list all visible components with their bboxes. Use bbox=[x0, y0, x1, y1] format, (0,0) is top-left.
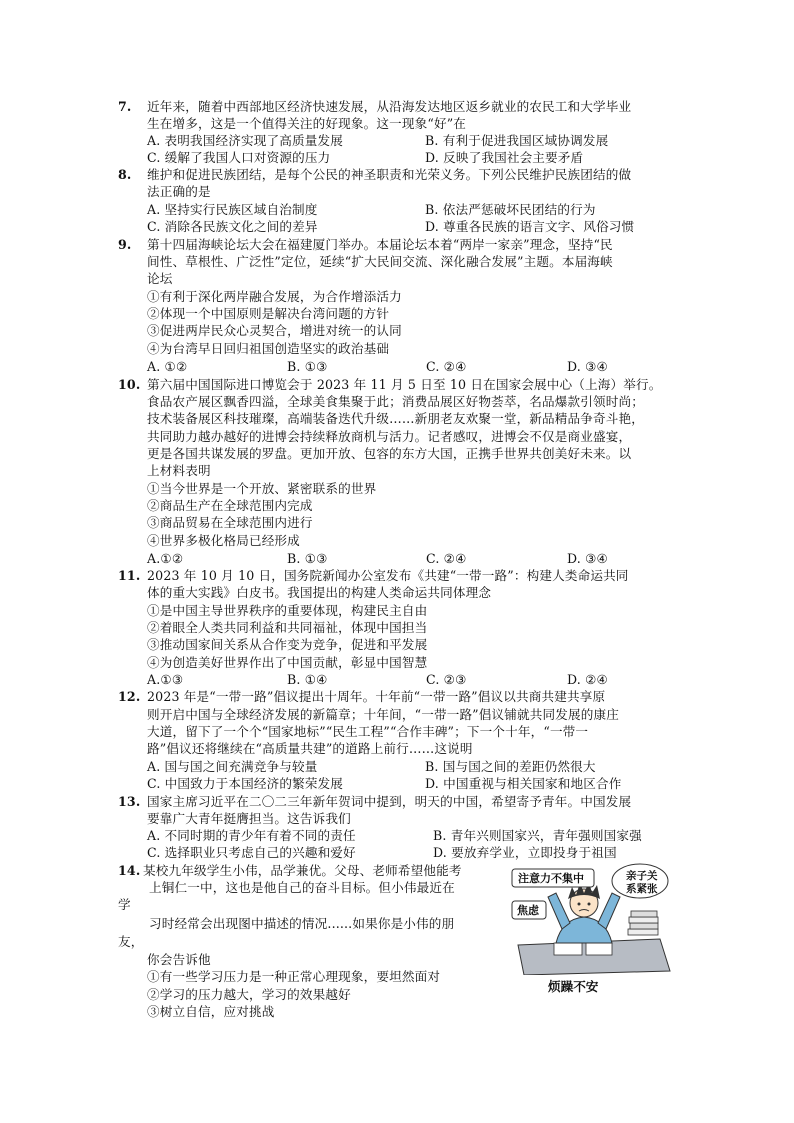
question-number: 14. bbox=[118, 863, 141, 878]
option-d: D. 反映了我国社会主要矛盾 bbox=[425, 150, 584, 165]
bubble-anxiety-text: 焦虑 bbox=[517, 904, 539, 917]
question-stem-line: 路”倡议还将继续在“高质量共建”的道路上前行……这说明 bbox=[147, 741, 473, 756]
option-b: B. ①④ bbox=[287, 672, 328, 687]
option-c: C. ②③ bbox=[426, 672, 467, 687]
question-number: 9. bbox=[118, 237, 132, 252]
question-stem-line: 习时经常会出现图中描述的情况......如果你是小伟的朋 bbox=[149, 916, 455, 931]
question-number: 8. bbox=[118, 167, 132, 182]
question-stem-line: 间性、草根性、广泛性”定位，延续“扩大民间交流、深化融合发展”主题。本届海峡 bbox=[147, 254, 613, 269]
option-d: D. 尊重各民族的语言文字、风俗习惯 bbox=[425, 219, 635, 234]
statement-item: ③树立自信，应对挑战 bbox=[147, 1004, 275, 1019]
statement-item: ③促进两岸民众心灵契合，增进对统一的认同 bbox=[147, 323, 402, 338]
bubble-family-text-2: 系紧张 bbox=[626, 883, 658, 895]
statement-item: ②着眼全人类共同利益和共同福祉，体现中国担当 bbox=[147, 620, 428, 635]
option-c: C. ②④ bbox=[426, 359, 467, 374]
question-stem-line: 则开启中国与全球经济发展的新篇章；十年间，“一带一路”倡议铺就共同发展的康庄 bbox=[147, 707, 619, 722]
option-b: B. 依法严惩破坏民团结的行为 bbox=[425, 202, 596, 217]
statement-item: ③推动国家间关系从合作变为竞争，促进和平发展 bbox=[147, 637, 428, 652]
question-stem-line: 更是各国共谋发展的罗盘。更加开放、包容的东方大国，正携手世界共创美好未来。以 bbox=[147, 446, 632, 461]
question-stem-line: 近年来，随着中西部地区经济快速发展，从沿海发达地区返乡就业的农民工和大学毕业 bbox=[147, 99, 632, 114]
option-a: A. 国与国之间充满竞争与较量 bbox=[147, 759, 318, 774]
option-c: C. 消除各民族文化之间的差异 bbox=[147, 219, 318, 234]
question-stem-line: 你会告诉他 bbox=[147, 952, 211, 967]
option-b: B. 青年兴则国家兴，青年强则国家强 bbox=[433, 828, 642, 843]
question-stem-line: 要靠广大青年挺膺担当。这告诉我们 bbox=[147, 811, 351, 826]
question-number: 10. bbox=[118, 377, 141, 392]
statement-item: ④世界多极化格局已经形成 bbox=[147, 533, 300, 548]
bubble-attention-text: 注意力不集中 bbox=[518, 872, 584, 885]
question-number: 7. bbox=[118, 99, 132, 114]
option-d: D. 要放弃学业，立即投身于祖国 bbox=[433, 845, 617, 860]
question-stem-line: 国家主席习近平在二〇二三年新年贺词中提到，明天的中国，希望寄予青年。中国发展 bbox=[147, 794, 632, 809]
option-c: C. ②④ bbox=[426, 551, 467, 566]
stress-cartoon bbox=[510, 863, 672, 993]
question-number: 11. bbox=[118, 568, 141, 583]
option-c: C. 缓解了我国人口对资源的压力 bbox=[147, 150, 331, 165]
question-stem-line: 维护和促进民族团结，是每个公民的神圣职责和光荣义务。下列公民维护民族团结的做 bbox=[147, 167, 632, 182]
statement-item: ④为台湾早日回归祖国创造坚实的政治基础 bbox=[147, 341, 390, 356]
statement-item: ②体现一个中国原则是解决台湾问题的方针 bbox=[147, 306, 390, 321]
question-stem-line: 上材料表明 bbox=[147, 463, 211, 478]
question-number: 13. bbox=[118, 794, 141, 809]
option-a: A.①③ bbox=[147, 672, 184, 687]
option-b: B. ①③ bbox=[287, 551, 328, 566]
option-a: A. 不同时期的青少年有着不同的责任 bbox=[147, 828, 356, 843]
stressed-student-illustration bbox=[510, 863, 672, 975]
statement-item: ④为创造美好世界作出了中国贡献，彰显中国智慧 bbox=[147, 655, 428, 670]
question-stem-line: 论坛 bbox=[147, 271, 173, 286]
statement-item: ②学习的压力越大，学习的效果越好 bbox=[147, 987, 351, 1002]
statement-item: ①是中国主导世界秩序的重要体现，构建民主自由 bbox=[147, 603, 428, 618]
question-stem-line: 食品农产展区飘香四溢，全球美食集聚于此；消费品展区好物荟萃，名品爆款引领时尚； bbox=[147, 394, 645, 409]
statement-item: ③商品贸易在全球范围内进行 bbox=[147, 515, 313, 530]
question-stem-line: 体的重大实践》白皮书。我国提出的构建人类命运共同体理念 bbox=[147, 585, 492, 600]
option-a: A. ①② bbox=[147, 359, 188, 374]
statement-item: ①当今世界是一个开放、紧密联系的世界 bbox=[147, 481, 377, 496]
question-stem-line: 上铜仁一中，这也是他自己的奋斗目标。但小伟最近在 bbox=[149, 880, 455, 895]
option-c: C. 选择职业只考虑自己的兴趣和爱好 bbox=[147, 845, 356, 860]
question-stem-line: 第六届中国国际进口博览会于 2023 年 11 月 5 日至 10 日在国家会展中心（上海）举行。 bbox=[147, 377, 662, 392]
option-b: B. 有利于促进我国区域协调发展 bbox=[425, 133, 609, 148]
question-stem-line: 生在增多，这是一个值得关注的好现象。这一现象“好”在 bbox=[147, 116, 467, 131]
option-a: A.①② bbox=[147, 551, 184, 566]
question-stem-line: 第十四届海峡论坛大会在福建厦门举办。本届论坛本着“两岸一家亲”理念，坚持“民 bbox=[147, 237, 613, 252]
question-stem-line: 法正确的是 bbox=[147, 184, 211, 199]
question-number: 12. bbox=[118, 689, 141, 704]
bubble-family-text-1: 亲子关 bbox=[626, 870, 658, 882]
option-b: B. 国与国之间的差距仍然很大 bbox=[425, 759, 596, 774]
question-stem-line: 技术装备展区科技璀璨，高端装备迭代升级……新朋老友欢聚一堂，新品精品争奇斗艳， bbox=[147, 411, 645, 426]
question-stem-fragment: 友， bbox=[118, 934, 144, 949]
question-stem-line: 2023 年 10 月 10 日，国务院新闻办公室发布《共建“一带一路”：构建人类命运共同 bbox=[147, 568, 629, 583]
question-stem-fragment: 学 bbox=[118, 897, 131, 912]
option-b: B. ①③ bbox=[287, 359, 328, 374]
question-stem-line: 大道，留下了一个个“国家地标”“民生工程”“合作丰碑”；下一个十年，“一带一 bbox=[147, 724, 589, 739]
option-d: D. ②④ bbox=[567, 672, 608, 687]
cartoon-caption: 烦躁不安 bbox=[548, 979, 599, 994]
option-d: D. 中国重视与相关国家和地区合作 bbox=[425, 776, 622, 791]
question-stem-line: 共同助力越办越好的进博会持续释放商机与活力。记者感叹，进博会不仅是商业盛宴， bbox=[147, 429, 632, 444]
option-d: D. ③④ bbox=[567, 551, 608, 566]
option-d: D. ③④ bbox=[567, 359, 608, 374]
question-stem-line: 某校九年级学生小伟，品学兼优。父母、老师希望他能考 bbox=[143, 863, 462, 878]
option-a: A. 坚持实行民族区域自治制度 bbox=[147, 202, 318, 217]
option-c: C. 中国致力于本国经济的繁荣发展 bbox=[147, 776, 344, 791]
option-a: A. 表明我国经济实现了高质量发展 bbox=[147, 133, 343, 148]
statement-item: ①有一些学习压力是一种正常心理现象，要坦然面对 bbox=[147, 969, 441, 984]
statement-item: ②商品生产在全球范围内完成 bbox=[147, 498, 313, 513]
question-stem-line: 2023 年是“一带一路”倡议提出十周年。十年前“一带一路”倡议以共商共建共享原 bbox=[147, 689, 606, 704]
statement-item: ①有利于深化两岸融合发展，为合作增添活力 bbox=[147, 289, 402, 304]
